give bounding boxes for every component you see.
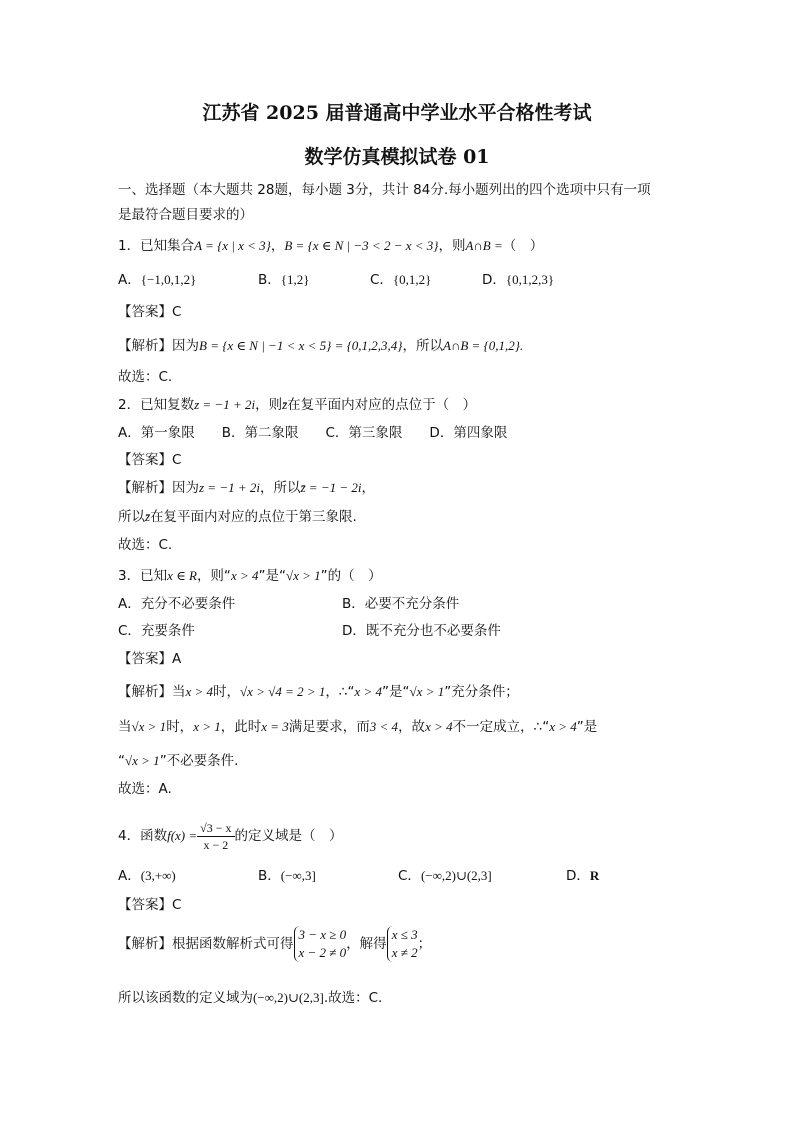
q3-math3: √x > 1 bbox=[285, 568, 321, 583]
q4-answer-value: C bbox=[172, 897, 182, 913]
q3-l2-text-e: ，故 bbox=[398, 719, 426, 735]
q2-analysis-text-c: ， bbox=[361, 480, 375, 496]
q3-answer-value: A bbox=[172, 651, 182, 667]
q3-l3-text-a: “ bbox=[118, 753, 125, 769]
q1-stem bbox=[118, 236, 543, 256]
doc-subtitle: 数学仿真模拟试卷 01 bbox=[304, 146, 490, 168]
q1-option-d bbox=[482, 270, 554, 290]
q1-option-a-value: {−1,0,1,2} bbox=[140, 272, 197, 287]
q4-option-b-value: (−∞,3] bbox=[280, 868, 316, 883]
q3-option-b: B．必要不充分条件 bbox=[342, 596, 460, 612]
choose-label: 故选： bbox=[118, 537, 159, 553]
q3-analysis-line3 bbox=[118, 751, 238, 771]
q3-choose-value: A. bbox=[158, 781, 172, 797]
analysis-label: 【解析】 bbox=[118, 338, 172, 354]
q4-l2-text-b: .故选：C. bbox=[323, 990, 383, 1006]
q3-l3-math: √x > 1 bbox=[125, 753, 160, 768]
q3-l1-math4: √x > 1 bbox=[409, 684, 445, 699]
q3-l3-text-b: ”不必要条件. bbox=[159, 753, 239, 769]
q3-option-c: C．充要条件 bbox=[118, 623, 195, 639]
q1-analysis-math2: A∩B = {0,1,2}. bbox=[443, 338, 524, 353]
q4-stem-text-b: 的定义域是（ ） bbox=[234, 828, 343, 844]
q1-option-b bbox=[258, 270, 310, 290]
q3-stem bbox=[118, 566, 382, 586]
q2-analysis-text-b: ，所以 bbox=[260, 480, 301, 496]
q1-expr: A∩B = bbox=[465, 238, 503, 253]
q1-option-d-value: {0,1,2,3} bbox=[505, 272, 555, 287]
q4-option-c-value: (−∞,2)∪(2,3] bbox=[420, 868, 492, 883]
q4-answer bbox=[118, 895, 181, 915]
q3-l1-math3: x > 4 bbox=[354, 684, 383, 699]
answer-label: 【答案】 bbox=[118, 897, 172, 913]
q2-answer-value: C bbox=[172, 452, 182, 468]
q3-l1-text-e: ”充分条件； bbox=[444, 684, 519, 700]
q3-l2-math2: x > 1 bbox=[193, 719, 221, 734]
q2-analysis-line2 bbox=[118, 507, 357, 527]
q3-analysis-line1 bbox=[118, 682, 519, 702]
q4-option-c-label: C． bbox=[398, 868, 421, 884]
q2-stem bbox=[118, 395, 476, 415]
q1-stem-text-b: ，则 bbox=[438, 238, 466, 254]
q4-sys2-row2: x ≠ 2 bbox=[391, 945, 418, 960]
q3-l2-text-a: 当 bbox=[118, 719, 132, 735]
q3-l2-text-b: 时， bbox=[166, 719, 194, 735]
q4-l2-text-a: 所以该函数的定义域为 bbox=[118, 990, 253, 1006]
q1-option-d-label: D． bbox=[482, 272, 506, 288]
q3-l1-text-d: ”是“ bbox=[382, 684, 410, 700]
q3-math1: x ∈ R bbox=[167, 568, 197, 583]
q3-choose bbox=[118, 779, 172, 799]
q1-option-a bbox=[118, 270, 196, 290]
q4-sys1-row2: x − 2 ≠ 0 bbox=[298, 945, 347, 960]
q4-option-b bbox=[258, 866, 316, 886]
q1-set-b: B = {x ∈ N | −3 < 2 − x < 3} bbox=[284, 238, 439, 253]
q2-analysis2-math: z̄ bbox=[145, 509, 151, 524]
q4-option-b-label: B． bbox=[258, 868, 281, 884]
q1-option-c-label: C． bbox=[370, 272, 393, 288]
q3-l2-text-d: 满足要求，而 bbox=[288, 719, 370, 735]
q2-stem-text-c: 在复平面内对应的点位于（ ） bbox=[287, 397, 477, 413]
q1-answer bbox=[118, 302, 181, 322]
analysis-label: 【解析】 bbox=[118, 684, 172, 700]
q4-analysis-line2 bbox=[118, 988, 382, 1008]
analysis-label: 【解析】 bbox=[118, 480, 172, 496]
q4-sys2-row1: x ≤ 3 bbox=[391, 927, 418, 942]
q1-option-c-value: {0,1,2} bbox=[392, 272, 432, 287]
q4-system-1 bbox=[294, 926, 347, 962]
q3-option-d: D．既不充分也不必要条件 bbox=[342, 623, 501, 639]
q1-choose-value: C. bbox=[158, 369, 173, 385]
q3-l1-text-b: 时， bbox=[213, 684, 241, 700]
q2-answer bbox=[118, 450, 181, 470]
q2-zbar: z̄ bbox=[282, 397, 288, 412]
q3-l1-math2: √x > √4 = 2 > 1 bbox=[240, 684, 326, 699]
q2-choose bbox=[118, 535, 172, 555]
answer-label: 【答案】 bbox=[118, 452, 172, 468]
q4-option-c bbox=[398, 866, 492, 886]
q4-stem bbox=[118, 816, 343, 856]
q1-choose bbox=[118, 367, 172, 387]
section-intro-line2: 是最符合题目要求的） bbox=[118, 207, 253, 223]
q4-option-d-label: D． bbox=[566, 868, 590, 884]
q2-options: A．第一象限 B．第二象限 C．第三象限 D．第四象限 bbox=[118, 425, 508, 441]
q1-set-a: A = {x | x < 3} bbox=[194, 238, 271, 253]
q3-l2-math5: x > 4 bbox=[425, 719, 453, 734]
q4-sys1-row1: 3 − x ≥ 0 bbox=[298, 927, 347, 942]
q3-stem-text-b: ，则“ bbox=[196, 568, 231, 584]
q3-answer bbox=[118, 649, 181, 669]
q3-l2-text-f: 不一定成立，∴“ bbox=[452, 719, 550, 735]
q2-stem-text: 2．已知复数 bbox=[118, 397, 195, 413]
q4-fraction bbox=[197, 820, 234, 853]
q3-analysis-line2 bbox=[118, 717, 597, 737]
q2-choose-value: C. bbox=[158, 537, 173, 553]
q3-option-a: A．充分不必要条件 bbox=[118, 596, 236, 612]
q3-l2-math3: x = 3 bbox=[261, 719, 289, 734]
q4-numerator: √3 − x bbox=[197, 820, 234, 837]
q2-analysis-math2: z̄ = −1 − 2i bbox=[300, 480, 362, 495]
q1-option-b-label: B． bbox=[258, 272, 281, 288]
q2-analysis2-text: 所以 bbox=[118, 509, 145, 525]
q1-analysis bbox=[118, 336, 523, 356]
q1-analysis-text-b: ，所以 bbox=[402, 338, 444, 354]
q3-l1-math1: x > 4 bbox=[185, 684, 214, 699]
q4-analysis-line1 bbox=[118, 924, 431, 964]
q3-l2-text-c: ，此时 bbox=[220, 719, 262, 735]
q1-analysis-text: 因为 bbox=[172, 338, 199, 354]
q2-z: z = −1 + 2i bbox=[194, 397, 256, 412]
q3-l1-text-c: ，∴“ bbox=[325, 684, 355, 700]
q1-paren: （ ） bbox=[502, 238, 544, 254]
q1-answer-value: C bbox=[172, 304, 182, 320]
q3-l2-text-g: ”是 bbox=[576, 719, 598, 735]
q4-l2-math: (−∞,2)∪(2,3] bbox=[253, 990, 324, 1005]
q1-option-b-value: {1,2} bbox=[280, 272, 310, 287]
q3-l2-math4: 3 < 4 bbox=[369, 719, 399, 734]
choose-label: 故选： bbox=[118, 369, 159, 385]
q2-analysis-text: 因为 bbox=[172, 480, 199, 496]
q2-analysis2-text-b: 在复平面内对应的点位于第三象限. bbox=[150, 509, 357, 525]
doc-title: 江苏省 2025 届普通高中学业水平合格性考试 bbox=[202, 102, 592, 124]
q2-analysis-line1 bbox=[118, 478, 375, 498]
q4-option-a-value: (3,+∞) bbox=[140, 868, 176, 883]
q2-stem-text-b: ，则 bbox=[255, 397, 283, 413]
q4-system-2 bbox=[387, 926, 418, 962]
q4-func: f(x) = bbox=[167, 828, 198, 843]
answer-label: 【答案】 bbox=[118, 304, 172, 320]
q4-option-d-value: R bbox=[589, 868, 600, 883]
section-intro-line1: 一、选择题（本大题共 28题，每小题 3分，共计 84分.每小题列出的四个选项中只有一项 bbox=[118, 182, 651, 198]
choose-label: 故选： bbox=[118, 781, 159, 797]
q4-option-a-label: A． bbox=[118, 868, 141, 884]
q1-stem-text: 1．已知集合 bbox=[118, 238, 195, 254]
q3-l1-text-a: 当 bbox=[172, 684, 186, 700]
q3-math2: x > 4 bbox=[230, 568, 259, 583]
q3-stem-text-c: ”是“ bbox=[258, 568, 286, 584]
q3-stem-text: 3．已知 bbox=[118, 568, 168, 584]
answer-label: 【答案】 bbox=[118, 651, 172, 667]
q4-denominator: x − 2 bbox=[203, 837, 229, 852]
q1-sep: ， bbox=[270, 238, 285, 254]
q3-l2-math1: √x > 1 bbox=[131, 719, 167, 734]
q1-option-c bbox=[370, 270, 431, 290]
q4-analysis-text: 根据函数解析式可得 bbox=[172, 936, 294, 952]
q1-analysis-math1: B = {x ∈ N | −1 < x < 5} = {0,1,2,3,4} bbox=[199, 338, 403, 353]
q3-l2-math6: x > 4 bbox=[549, 719, 577, 734]
q3-stem-text-d: ”的（ ） bbox=[320, 568, 382, 584]
q2-analysis-math1: z = −1 + 2i bbox=[199, 480, 260, 495]
q4-option-a bbox=[118, 866, 176, 886]
q4-stem-text: 4．函数 bbox=[118, 828, 168, 844]
q1-option-a-label: A． bbox=[118, 272, 141, 288]
q4-analysis-text-c: ； bbox=[417, 936, 432, 952]
q4-option-d bbox=[566, 866, 599, 886]
analysis-label: 【解析】 bbox=[118, 936, 172, 952]
q4-analysis-text-b: ，解得 bbox=[346, 936, 387, 952]
